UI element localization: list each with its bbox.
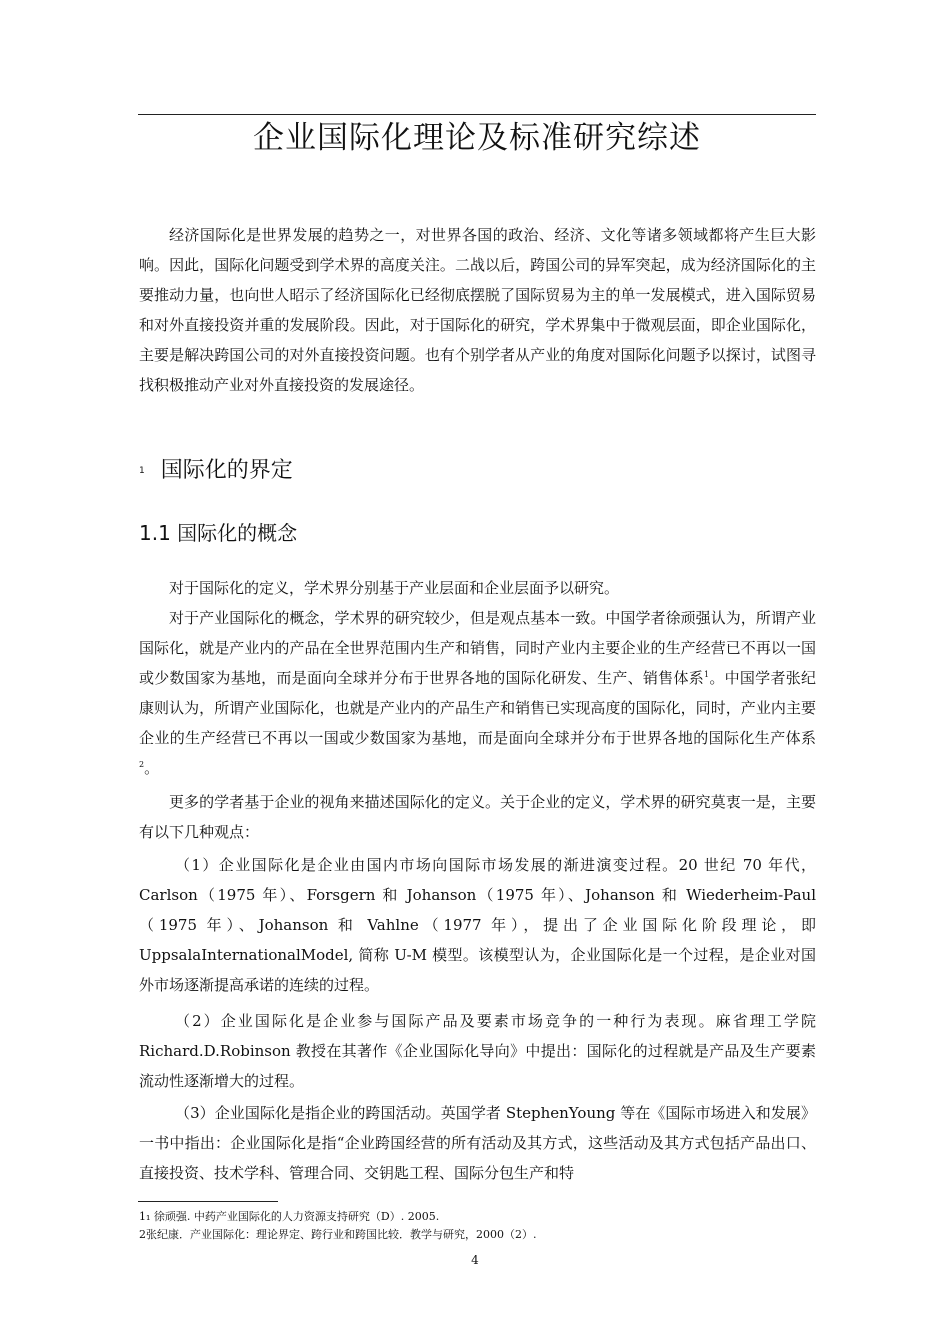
- footnote-1: 1₁ 徐顽强. 中药产业国际化的人力资源支持研究（D）. 2005.: [139, 1210, 440, 1223]
- list-item-2: （2）企业国际化是企业参与国际产品及要素市场竞争的一种行为表现。麻省理工学院 Richard.D.Robinson 教授在其著作《企业国际化导向》中提出：国际化的过程就是产品及生产要素流动性逐渐增大的过程。: [139, 1012, 816, 1090]
- section-number: 1: [139, 466, 145, 476]
- section-heading-1: [139, 455, 293, 487]
- paragraph-text: 。: [144, 759, 160, 777]
- paragraph-text: 对于产业国际化的概念，学术界的研究较少，但是观点基本一致。中国学者徐顽强认为，所谓产业国际化，就是产业内的产品在全世界范围内生产和销售，同时产业内主要企业的生产经营已不再以一国或少数国家为基地，而是面向全球并分布于世界各地的国际化研发、生产、销售体系: [139, 609, 816, 687]
- intro-paragraph: 经济国际化是世界发展的趋势之一，对世界各国的政治、经济、文化等诸多领域都将产生巨大影响。因此，国际化问题受到学术界的高度关注。二战以后，跨国公司的异军突起，成为经济国际化的主要推动力量，也向世人昭示了经济国际化已经彻底摆脱了国际贸易为主的单一发展模式，进入国际贸易和对外直接投资并重的发展阶段。因此，对于国际化的研究，学术界集中于微观层面，即企业国际化，主要是解决跨国公司的对外直接投资问题。也有个别学者从产业的角度对国际化问题予以探讨，试图寻找积极推动产业对外直接投资的发展途径。: [139, 226, 816, 394]
- paragraph-enterprise-view: 更多的学者基于企业的视角来描述国际化的定义。关于企业的定义，学术界的研究莫衷一是，主要有以下几种观点：: [139, 793, 816, 841]
- footnote-rule: [138, 1201, 278, 1202]
- footnote-ref-1[interactable]: 1: [704, 670, 710, 679]
- document-title: 企业国际化理论及标准研究综述: [253, 120, 701, 156]
- page-number: 4: [471, 1253, 479, 1267]
- list-item-1: （1）企业国际化是企业由国内市场向国际市场发展的渐进演变过程。20 世纪 70 年代，Carlson（1975 年）、Forsgern 和 Johanson（1975 年）、Johanson 和 Wiederheim-Paul（1975 年）、Johanson 和 Vahlne（1977 年），提出了企业国际化阶段理论，即 UppsalaInternationalModel, 简称 U-M 模型。该模型认为，企业国际化是一个过程，是企业对国外市场逐渐提高承诺的连续的过程。: [139, 856, 816, 994]
- footnote-ref-2[interactable]: 2: [139, 760, 145, 769]
- subsection-heading-1-1: 1.1 国际化的概念: [139, 521, 298, 545]
- paragraph-definition-intro: 对于国际化的定义，学术界分别基于产业层面和企业层面予以研究。: [169, 579, 620, 597]
- list-item-3: （3）企业国际化是指企业的跨国活动。英国学者 StephenYoung 等在《国际市场进入和发展》一书中指出：企业国际化是指“企业跨国经营的所有活动及其方式，这些活动及其方式包括产品出口、直接投资、技术学科、管理合同、交钥匙工程、国际分包生产和特: [139, 1104, 816, 1182]
- paragraph-text: 。中国学者张纪康则认为，所谓产业国际化，也就是产业内的产品生产和销售已实现高度的国际化，同时，产业内主要企业的生产经营已不再以一国或少数国家为基地，而是面向全球并分布于世界各地的国际化生产体系: [139, 669, 816, 747]
- section-title: 国际化的界定: [160, 458, 293, 483]
- paragraph-industry-internationalization: [139, 603, 816, 783]
- footnote-2: 2张纪康．产业国际化：理论界定、跨行业和跨国比较．教学与研究，2000（2）.: [139, 1228, 537, 1241]
- header-rule: [138, 114, 816, 115]
